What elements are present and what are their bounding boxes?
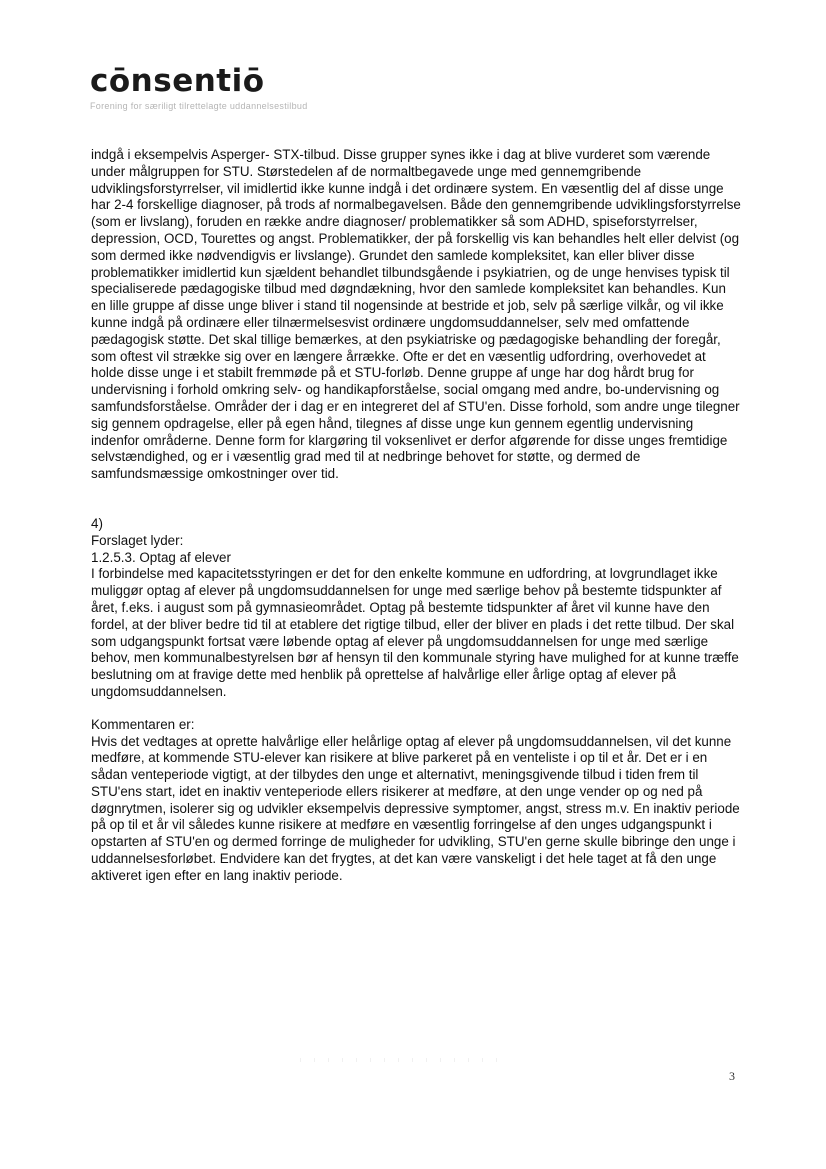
proposal-heading: 1.2.5.3. Optag af elever (91, 549, 231, 565)
paragraph-spacer (91, 701, 741, 717)
paragraph-spacer (91, 483, 741, 516)
comment-paragraph: Hvis det vedtages at oprette halvårlige eller helårlige optag af elever på ungdomsuddannelsen, vil det kunne medføre, at kommende STU-elever kan risikere at blive parkeret på en venteliste i op til et år. Det er i en sådan venteperiode vigtigt, at der tilbydes den unge et alternativt, meningsgivende tilbud i tiden frem til STU'ens start, idet en inaktiv venteperiode ellers risikerer at medføre, at den unge vender op og ned på døgnrytmen, isolerer sig og udvikler eksempelvis depressive symptomer, angst, stress m.v. En inaktiv periode på op til et år vil således kunne risikere at medføre en væsentlig forringelse af den unges udgangspunkt i opstarten af STU'en og dermed forringe de muligheder for udvikling, STU'en gerne skulle bibringe den unge i uddannelsesforløbet. Endvidere kan det frygtes, at det kan være vanskeligt i det hele taget at få den unge aktiveret igen efter en lang inaktiv periode. (91, 733, 740, 883)
proposal-intro: Forslaget lyder: (91, 532, 184, 548)
proposal-paragraph: I forbindelse med kapacitetsstyringen er det for den enkelte kommune en udfordring, at lovgrundlaget ikke muliggør optag af elever på ungdomsuddannelsen for unge med særlige behov på bestemte tidspunkter af året, f.eks. i august som på gymnasieområdet. Optag på bestemte tidspunkter af året vil kunne have den fordel, at der bliver bedre tid til at etablere det rigtige tilbud, eller der bliver en plads i det rette tilbud. Der skal som udgangspunkt fortsat være løbende optag af elever på ungdomsuddannelsen for unge med særlige behov, men kommunalbestyrelsen bør af hensyn til den kommunale styring have mulighed for at kunne træffe beslutning om at fravige dette med henblik på oprettelse af halvårlige eller årlige optag af elever på ungdomsuddannelsen. (91, 566, 739, 699)
scan-artifact (300, 1058, 500, 1062)
comment-intro: Kommentaren er: (91, 716, 195, 732)
body-paragraph: indgå i eksempelvis Asperger- STX-tilbud. Disse grupper synes ikke i dag at blive vurderet som værende under målgruppen for STU. Størstedelen af de normaltbegavede unge med gennemgribende udviklingsforstyrrelser, vil imidlertid ikke kunne indgå i det ordinære system. En væsentlig del af disse unge har 2-4 forskellige diagnoser, på trods af normalbegavelsen. Både den gennemgribende udviklingsforstyrrelse (som er livslang), foruden en række andre diagnoser/ problematikker så som ADHD, spiseforstyrrelser, depression, OCD, Tourettes og angst. Problematikker, der på forskellig vis kan behandles helt eller delvist (og som dermed ikke nødvendigvis er livslange). Grundet den samlede kompleksitet, kan eller bliver disse problematikker imidlertid kun sjældent behandlet tilbundsgående i psykiatrien, og de unge henvises typisk til specialiserede pædagogiske tilbud med døgndækning, hvor den samlede kompleksitet kan behandles. Kun en lille gruppe af disse unge bliver i stand til nogensinde at bestride et job, selv på særlige vilkår, og vil ikke kunne indgå på ordinære eller tilnærmelsesvist ordinære ungdomsuddannelser, selv med omfattende pædagogisk støtte. Det skal tillige bemærkes, at den psykiatriske og pædagogiske behandling der foregår, som oftest vil strække sig over en længere årrække. Ofte er det en væsentlig udfordring, overhovedet at holde disse unge i et stabilt fremmøde på et STU-forløb. Denne gruppe af unge har dog hårdt brug for undervisning i forhold omkring selv- og handikapforståelse, social omgang med andre, bo-undervisning og samfundsforståelse. Områder der i dag er en integreret del af STU'en. Disse forhold, som andre unge tilegner sig gennem opdragelse, eller på egen hånd, tilegnes af disse unge kun gennem egentlig undervisning indenfor områderne. Denne form for klargøring til voksenlivet er derfor afgørende for disse unges fremtidige selvstændighed, og er i væsentlig grad med til at nedbringe behovet for støtte, og dermed de samfundsmæssige omkostninger over tid. (91, 147, 741, 482)
logo-tagline: Forening for særiligt tilrettelagte uddannelsestilbud (90, 101, 308, 111)
organization-logo: cōnsentiō (90, 63, 265, 99)
document-body (91, 147, 741, 885)
section-number: 4) (91, 515, 103, 531)
page-number: 3 (729, 1069, 735, 1083)
